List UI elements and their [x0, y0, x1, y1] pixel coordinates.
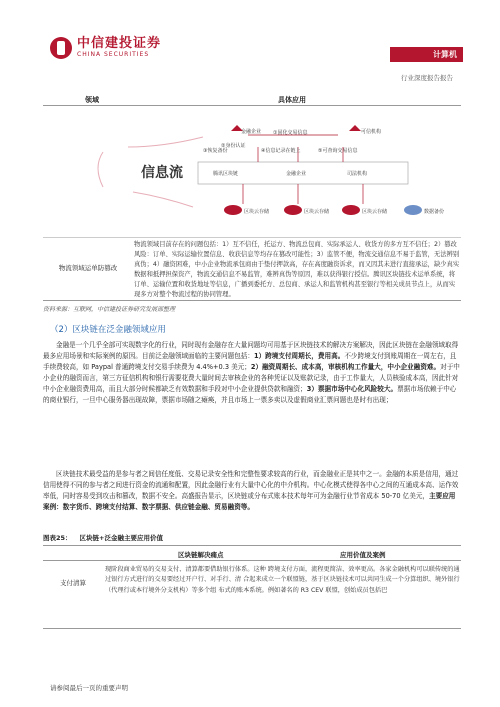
backup-cloud-icon — [404, 205, 422, 215]
node-label: 金融企业 — [286, 171, 307, 177]
application-table — [43, 92, 461, 106]
row-label: 物流领域运单防篡改 — [58, 264, 118, 272]
node-label: 金融企业 — [241, 129, 262, 135]
brand-logo — [50, 37, 161, 59]
row-text: 物流领域目前存在的问题包括：1）互不信任，托运方、物流总包商、实际承运人、收货方的多方互不信任；2）篡改风险：订单、实际运输位置信息、收获信息等均存在篡改可能性；3）监管不便，物流交通信息不易于监管，无法辨别真伪；4）融资困难，中小企业物流承包商由于垫付押款高，存在高度融资诉求，而又因其未进行直接承运，缺少真实数据和抵押担保资产，物流交通信息不易监管，难辨真伪等原因，难以获得银行授信。腾讯区块链技术运单系统，将订单、运输位置和收货地址等信息，广播到委托方、总包商、承运人和监管机构甚至银行等相关成员节点上，从而实现多方对整个物流过程的协同管理。 — [134, 241, 460, 299]
info-flow-diagram — [43, 107, 461, 237]
col-domain: 领域 — [85, 96, 99, 104]
row-text: 现阶段商业贸易的交易支付、清算都要借助银行体系。这种 跨境支付方面，流程更简洁、效率更高。各家金融机构可以联传统的通过银行方式进行的交易要经过开户行、对手行、清 合起来成立一个联盟链，基于区块链技术可以共同生成一个分算组织、境外银行（代理行或本行境外分支机构）等多个组 布式的账本系统。例如著名的 R3 CEV 联盟，创始成员包括巴 — [105, 566, 460, 594]
row-label: 支付清算 — [60, 579, 86, 587]
diagram-title: 信息流 — [141, 165, 183, 181]
col-value: 应用价值及案例 — [340, 551, 386, 559]
diagram-graphics — [43, 107, 461, 237]
table-row — [43, 563, 461, 629]
source-note: 资料来源：互联网，中信建投证券研究发展部整理 — [43, 306, 176, 313]
paragraph: 金融是一个几乎全部可实现数字化的行业，同时现有金融存在大量问题均可用基于区块链技术的解决方案解决，因此区块链在金融领域取得最多应用场景和实际案例的原因。目前泛金融领域面临的主要问题包括：1）跨境支付周期长，费用高。不少跨境支付到账周期在一周左右，且手续费较高，如 Paypal 普通跨境支付交易手续费为 4.4%+0.3 美元；2）融资周期长、成本高，审核机构工作量大，中小企业融资难。对于中小企业的融资而言，第三方征信机构和银行需要花费大量时间去审核企业的各种凭证以及账款记录，由于工作量大，人员核验成本高，因此针对中小企业融资费用高，而且大部分时候都缺乏有效数据和手段对中小企业提供贷款和融资；3）票据市场中心化风险较大。票据市场依赖于中心的商业银行，一旦中心服务器出现故障，票据市场随之瘫痪，并且市场上一票多卖以及虚假商业汇票问题也是时有出现； — [43, 341, 460, 405]
brand-name-en: CHINA SECURITIES — [77, 51, 150, 58]
node-label: 区块云存储 — [244, 209, 270, 215]
page-header — [0, 0, 500, 72]
node-label: 数据备份 — [424, 209, 445, 215]
node-label: 区块云存储 — [362, 209, 388, 215]
table-header — [43, 92, 461, 106]
node-label: 司法机构 — [347, 171, 368, 177]
node-label: ③恢复备份 — [203, 148, 228, 154]
institution-house-icon — [349, 125, 361, 131]
node-label: 可信机构 — [361, 129, 382, 135]
node-label: ①固化交易信息 — [273, 130, 308, 136]
cloud-icon — [342, 205, 360, 215]
brand-name-cn: 中信建投证券 — [77, 36, 162, 51]
node-label: 区块云存储 — [304, 209, 330, 215]
cloud-icon — [224, 205, 242, 215]
section-tag: 计算机 — [390, 47, 463, 62]
footer-disclaimer: 请参阅最后一页的重要声明 — [50, 684, 128, 692]
table-header — [43, 547, 461, 561]
paragraph: 区块链技术最受益的是参与者之间信任度低、交易记录安全性和完整性要求较高的行业，而金融业正是其中之一。金融的本质是信用，通过信用使得不同的参与者之间进行资金的流通和配置，因此金融行业有大量中心化的中介机构。中心化模式使得各中心之间的互通成本高、运作效率低，同时容易受到攻击和篡改，数据不安全。高盛报告显示，区块链或分布式账本技术每年可为金融行业节省成本 50-70 亿美元，主要应用案例：数字货币、跨境支付结算、数字票据、供应链金融、贸易融资等。 — [43, 470, 459, 512]
table-row — [43, 237, 461, 301]
node-label: ②身份认证 — [221, 143, 246, 149]
report-type: 行业深度报告报告 — [401, 74, 453, 82]
col-application: 具体应用 — [278, 96, 306, 104]
node-label: 腾讯区块链 — [213, 171, 239, 177]
cloud-icon — [284, 205, 302, 215]
col-pain-points: 区块链解决痛点 — [178, 551, 224, 559]
node-label: ④信息记录在链上 — [261, 148, 301, 154]
figure-title: 图表25： 区块链+泛金融主要应用价值 — [43, 533, 461, 546]
section-title: （2）区块链在泛金融领域应用 — [50, 325, 166, 335]
node-label: ⑤可查询交易信息 — [318, 148, 358, 154]
brand-mark-icon — [50, 37, 72, 59]
